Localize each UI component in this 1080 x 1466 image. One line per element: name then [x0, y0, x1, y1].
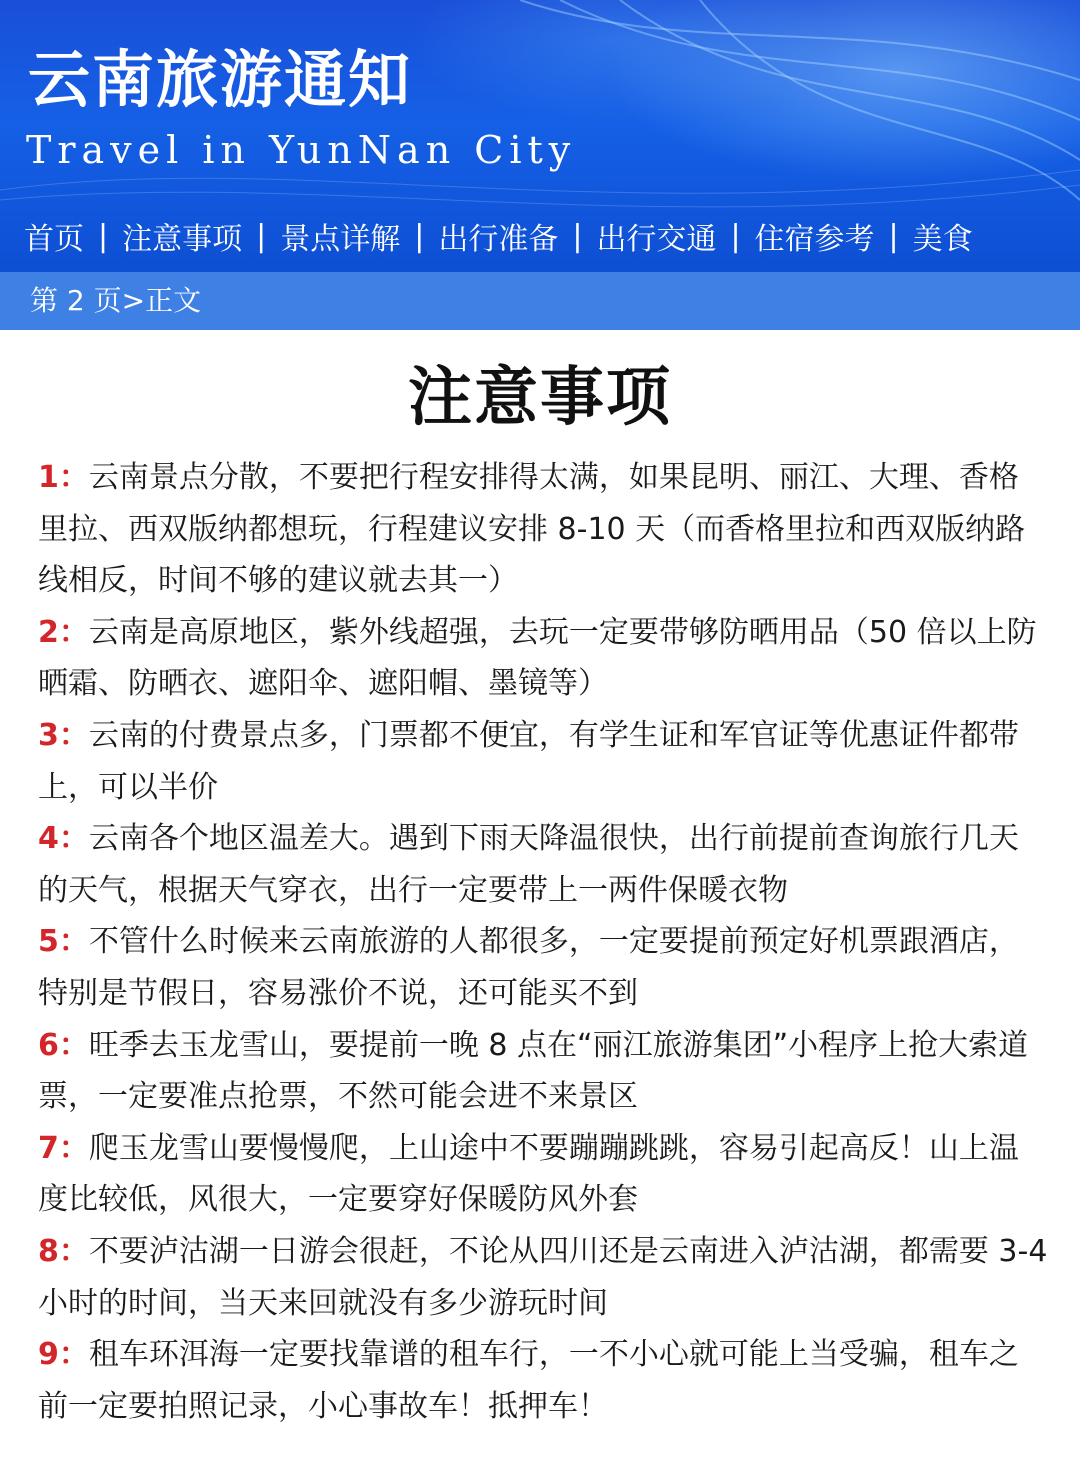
list-item [38, 1329, 1048, 1432]
breadcrumb: 第 2 页>正文 [30, 284, 202, 317]
item-text: 不要泸沽湖一日游会很赶，不论从四川还是云南进入泸沽湖，都需要 3-4 小时的时间，当天来回就没有多少游玩时间 [38, 1233, 1048, 1321]
notes-list [38, 452, 1048, 1432]
nav-item-notes[interactable]: 注意事项 [122, 222, 243, 257]
item-text: 旺季去玉龙雪山，要提前一晚 8 点在“丽江旅游集团”小程序上抢大索道票，一定要准点抢票，不然可能会进不来景区 [38, 1027, 1029, 1115]
nav-separator: | [888, 218, 899, 254]
item-text: 云南是高原地区，紫外线超强，去玩一定要带够防晒用品（50 倍以上防晒霜、防晒衣、遮阳伞、遮阳帽、墨镜等） [38, 614, 1037, 702]
nav-item-preparation[interactable]: 出行准备 [438, 222, 559, 257]
item-number: 8： [38, 1233, 89, 1269]
nav-separator: | [414, 218, 425, 254]
item-number: 9： [38, 1337, 89, 1373]
nav-separator: | [572, 218, 583, 254]
nav-item-lodging[interactable]: 住宿参考 [754, 222, 875, 257]
list-item [38, 1123, 1048, 1226]
item-text: 云南景点分散，不要把行程安排得太满，如果昆明、丽江、大理、香格里拉、西双版纳都想玩，行程建议安排 8-10 天（而香格里拉和西双版纳路线相反，时间不够的建议就去其一） [38, 460, 1026, 599]
list-item [38, 1020, 1048, 1123]
list-item [38, 607, 1048, 710]
item-number: 7： [38, 1130, 89, 1166]
item-text: 云南的付费景点多，门票都不便宜，有学生证和军官证等优惠证件都带上，可以半价 [38, 717, 1019, 805]
list-item [38, 916, 1048, 1019]
item-number: 6： [38, 1027, 89, 1063]
item-text: 租车环洱海一定要找靠谱的租车行，一不小心就可能上当受骗，租车之前一定要拍照记录，小心事故车！抵押车！ [38, 1337, 1019, 1424]
nav-separator: | [98, 218, 109, 254]
item-text: 爬玉龙雪山要慢慢爬，上山途中不要蹦蹦跳跳，容易引起高反！山上温度比较低，风很大，一定要穿好保暖防风外套 [38, 1130, 1019, 1218]
item-number: 2： [38, 614, 89, 650]
nav-item-attractions[interactable]: 景点详解 [280, 222, 401, 257]
nav-item-home[interactable]: 首页 [24, 222, 84, 257]
nav-bar [24, 208, 1074, 264]
list-item [38, 452, 1048, 607]
item-text: 云南各个地区温差大。遇到下雨天降温很快，出行前提前查询旅行几天的天气，根据天气穿衣，出行一定要带上一两件保暖衣物 [38, 821, 1019, 908]
nav-item-food[interactable]: 美食 [912, 222, 973, 257]
item-number: 5： [38, 924, 89, 960]
breadcrumb-bar [0, 272, 1080, 330]
header-title: 云南旅游通知 [28, 43, 413, 116]
item-number: 4： [38, 821, 89, 857]
header-banner [0, 0, 1080, 272]
list-item [38, 1226, 1048, 1329]
page-title: 注意事项 [408, 361, 672, 435]
nav-item-transport[interactable]: 出行交通 [596, 222, 717, 257]
item-text: 不管什么时候来云南旅游的人都很多，一定要提前预定好机票跟酒店，特别是节假日，容易涨价不说，还可能买不到 [38, 924, 1019, 1011]
nav-separator: | [730, 218, 741, 254]
list-item [38, 813, 1048, 916]
item-number: 1： [38, 460, 89, 495]
nav-separator: | [256, 218, 267, 254]
item-number: 3： [38, 717, 89, 753]
header-subtitle: Travel in YunNan City [26, 128, 577, 172]
list-item [38, 710, 1048, 813]
